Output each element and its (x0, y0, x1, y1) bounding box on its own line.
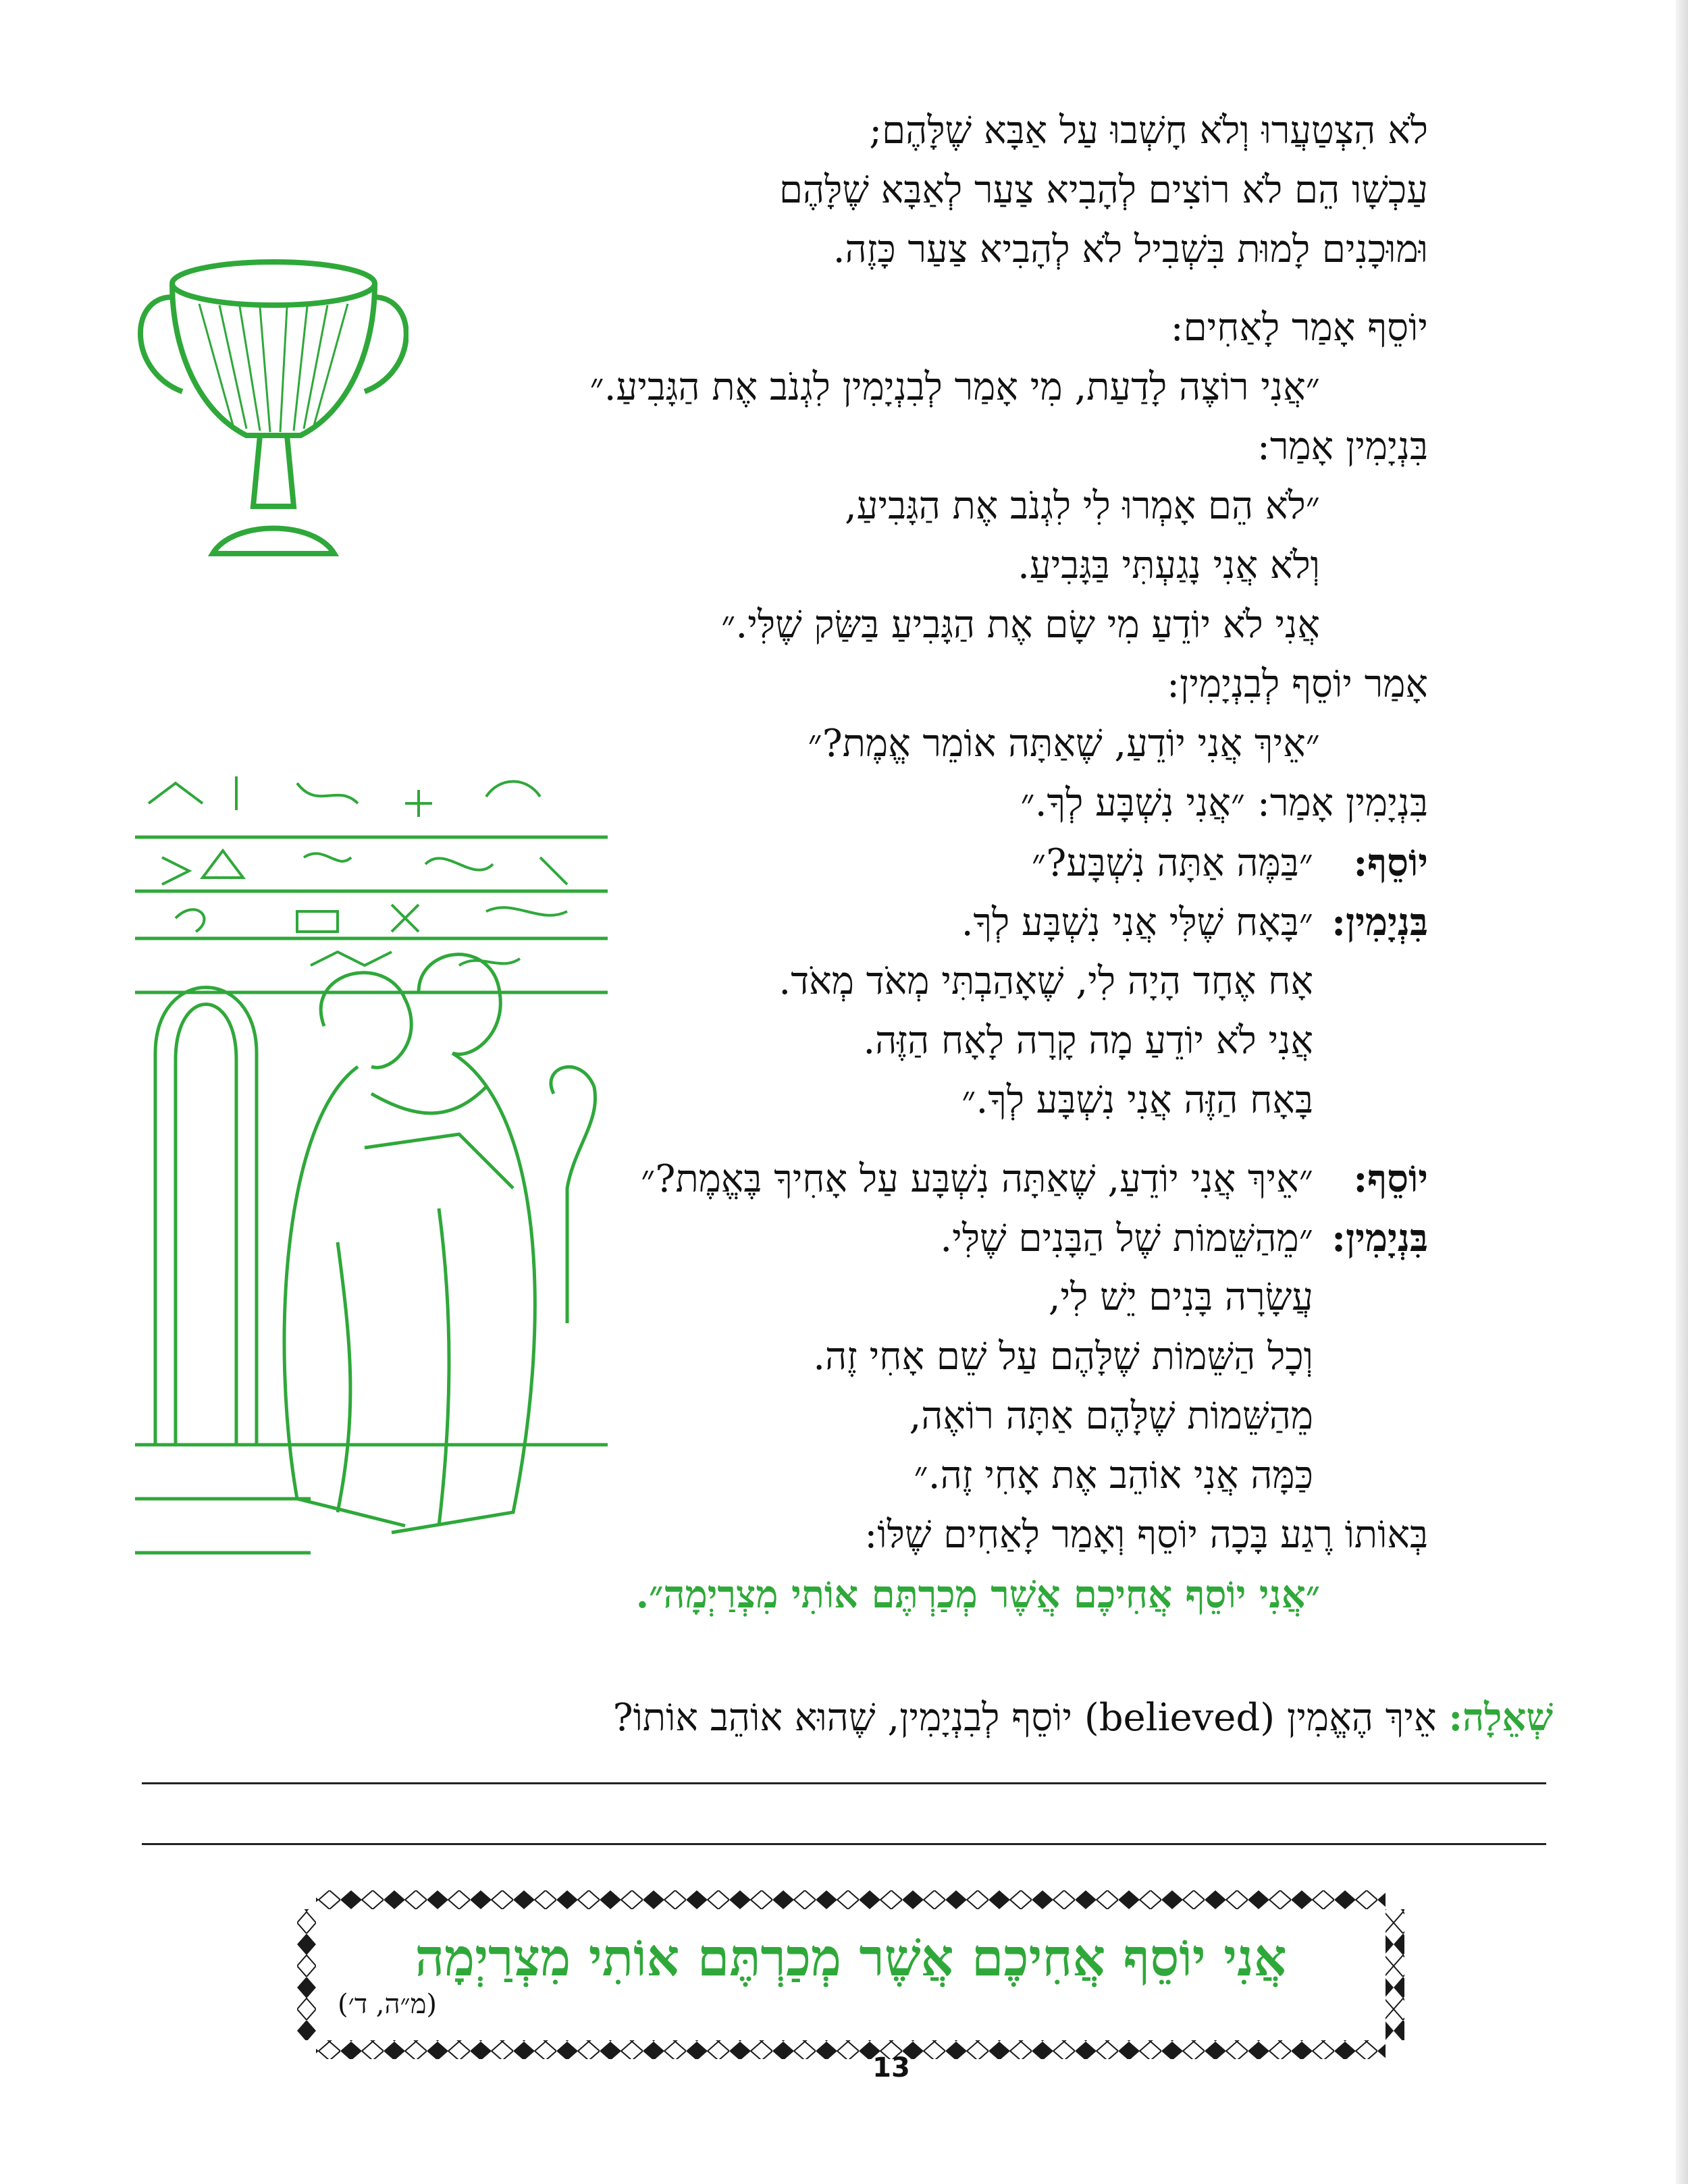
dialogue-line (159, 893, 1428, 952)
story-line: ״אֵיךְ אֲנִי יוֹדֵעַ, שֶׁאַתָּה אוֹמֵר אֱמֶת?״ (808, 722, 1320, 766)
dialogue-text: ״מֵהַשֵּׁמוֹת שֶׁל הַבָּנִים שֶׁלִּי. (940, 1217, 1313, 1260)
story-line: עֲשָׂרָה בָּנִים יֵשׁ לִי, (1048, 1275, 1313, 1319)
dialogue-text: ״בָּאָח שֶׁלִּי אֲנִי נִשְׁבָּע לְךָ. (961, 901, 1313, 944)
story-text (159, 101, 1428, 1624)
page-edge (1676, 0, 1688, 2184)
story-line: וּמוּכָנִים לָמוּת בִּשְׁבִיל לֹא לְהָבִיא צַעַר כָּזֶה. (833, 228, 1428, 271)
dialogue-line (159, 1208, 1428, 1268)
speaker-label: יוֹסֵף: (1353, 841, 1428, 885)
dialogue-text: ״אֵיךְ אֲנִי יוֹדֵעַ, שֶׁאַתָּה נִשְׁבָּע עַל אָחִיךָ בֶּאֱמֶת?״ (641, 1157, 1313, 1201)
question-label: שְׁאֵלָה: (1448, 1695, 1553, 1740)
speaker-label: יוֹסֵף: (1353, 1156, 1428, 1201)
story-line: אֲנִי לֹא יוֹדֵעַ מָה קָרָה לָאָח הַזֶּה. (863, 1019, 1313, 1063)
story-line: אָמַר יוֹסֵף לְבִנְיָמִין: (1167, 662, 1428, 706)
story-line: בְּאוֹתוֹ רֶגַע בָּכָה יוֹסֵף וְאָמַר לָאַחִים שֶׁלּוֹ: (864, 1513, 1428, 1557)
story-line: לֹא הִצְטַעֲרוּ וְלֹא חָשְׁבוּ עַל אַבָּא שֶׁלָּהֶם; (869, 109, 1428, 153)
question (135, 1688, 1553, 1748)
story-line: בִּנְיָמִין אָמַר: (1257, 425, 1428, 469)
highlighted-quote: ״אֲנִי יוֹסֵף אֲחִיכֶם אֲשֶׁר מְכַרְתֶּם אוֹתִי מִצְרַיְמָה״. (635, 1572, 1320, 1617)
story-line: בִּנְיָמִין אָמַר: ״אֲנִי נִשְׁבָּע לְךָ.״ (1020, 781, 1428, 825)
verse-title: אֲנִי יוֹסֵף אֲחִיכֶם אֲשֶׁר מְכַרְתֶּם אוֹתִי מִצְרַיְמָה (415, 1927, 1287, 1988)
story-line: וְלֹא אֲנִי נָגַעְתִּי בַּגָּבִיעַ. (1018, 543, 1320, 587)
dialogue-text: ״בַּמֶּה אַתָּה נִשְׁבָּע?״ (1031, 841, 1313, 885)
page-number: 13 (872, 2052, 910, 2083)
story-line: מֵהַשֵּׁמוֹת שֶׁלָּהֶם אַתָּה רוֹאֶה, (909, 1394, 1313, 1438)
story-line: עַכְשָׁו הֵם לֹא רוֹצִים לְהָבִיא צַעַר לְאַבָּא שֶׁלָּהֶם (779, 168, 1428, 212)
story-line: כַּמָּה אֲנִי אוֹהֵב אֶת אָחִי זֶה.״ (914, 1454, 1313, 1497)
verse-reference: (מ״ה, ד׳) (338, 1989, 438, 2020)
speaker-label: בִּנְיָמִין: (1331, 900, 1428, 944)
story-line: בָּאָח הַזֶּה אֲנִי נִשְׁבָּע לְךָ.״ (961, 1078, 1313, 1122)
story-line: ״אֲנִי רוֹצֶה לָדַעַת, מִי אָמַר לְבִנְיָמִין לִגְנֹב אֶת הַגָּבִיעַ.״ (589, 365, 1320, 409)
story-line: וְכָל הַשֵּׁמוֹת שֶׁלָּהֶם עַל שֵׁם אָחִי זֶה. (813, 1335, 1313, 1379)
answer-line[interactable] (142, 1843, 1546, 1845)
question-text: אֵיךְ הֶאֱמִין (believed) יוֹסֵף לְבִנְיָמִין, שֶׁהוּא אוֹהֵב אוֹתוֹ? (612, 1696, 1437, 1740)
verse-frame (297, 1890, 1404, 2059)
dialogue-line (159, 833, 1428, 893)
story-line: אֲנִי לֹא יוֹדֵעַ מִי שָׂם אֶת הַגָּבִיעַ בַּשַּׂק שֶׁלִּי.״ (721, 603, 1320, 647)
story-line: ״לֹא הֵם אָמְרוּ לִי לִגְנֹב אֶת הַגָּבִיעַ, (844, 484, 1320, 528)
answer-line[interactable] (142, 1782, 1546, 1784)
story-line: יוֹסֵף אָמַר לָאַחִים: (1170, 306, 1428, 350)
story-line: אָח אֶחָד הָיָה לִי, שֶׁאָהַבְתִּי מְאֹד מְאֹד. (779, 959, 1313, 1003)
speaker-label: בִּנְיָמִין: (1331, 1216, 1428, 1260)
dialogue-line (159, 1149, 1428, 1208)
